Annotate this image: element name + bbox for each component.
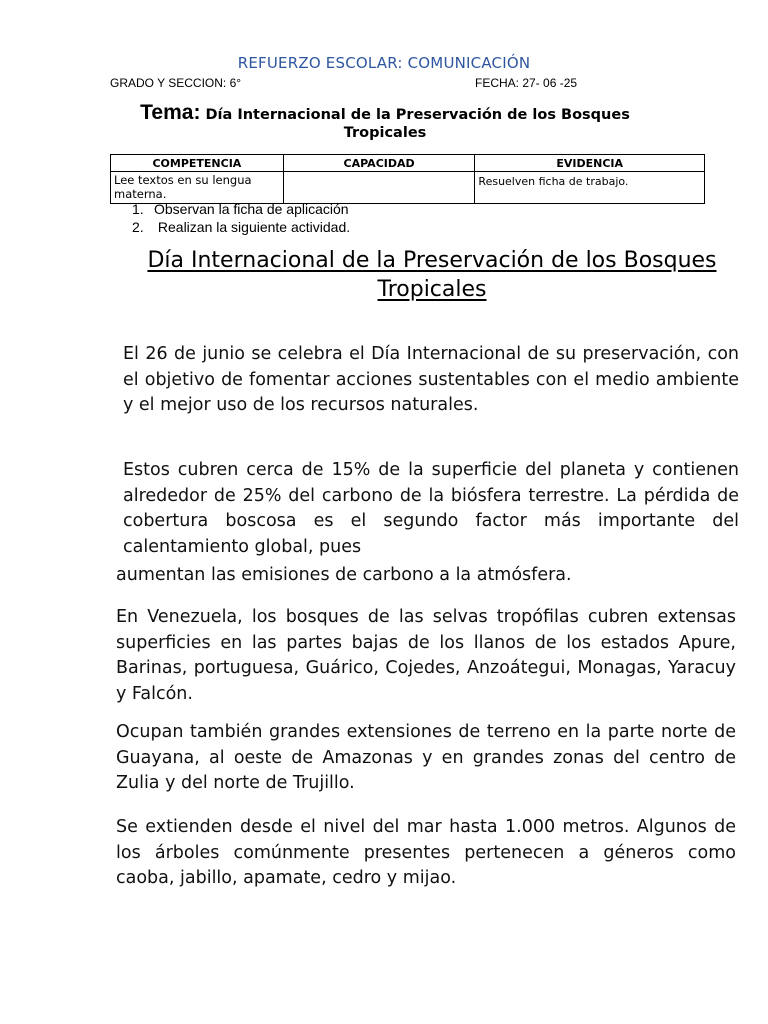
topic-heading [140, 101, 630, 142]
cell-competencia: Lee textos en su lengua materna. [111, 172, 284, 204]
topic-text-line1: Día Internacional de la Preservación de los Bosques [205, 107, 630, 123]
paragraph-altitude: Se extienden desde el nivel del mar hasta 1.000 metros. Algunos de los árboles comúnmente presentes pertenecen a géneros como caoba, jabillo, apamate, cedro y mijao. [116, 817, 736, 888]
article-title-line1: Día Internacional de la Preservación de los Bosques [147, 248, 717, 273]
step-number: 1. [132, 201, 144, 217]
topic-label: Tema: [140, 101, 201, 124]
header-capacidad: CAPACIDAD [283, 155, 475, 172]
cell-evidencia: Resuelven ficha de trabajo. [475, 172, 705, 204]
step-text: Realizan la siguiente actividad. [154, 219, 351, 235]
topic-text-line2: Tropicales [343, 125, 427, 141]
list-item [132, 218, 350, 236]
article-title-line2: Tropicales [377, 277, 487, 302]
paragraph-coverage-end: aumentan las emisiones de carbono a la atmósfera. [116, 565, 572, 585]
header-competencia: COMPETENCIA [111, 155, 284, 172]
article-title [112, 246, 752, 304]
step-text: Observan la ficha de aplicación [154, 201, 349, 217]
paragraph-intro: El 26 de junio se celebra el Día Internacional de su preservación, con el objetivo de fomentar acciones sustentables con el medio ambiente y el mejor uso de los recursos naturales. [123, 344, 739, 415]
date-label: FECHA: 27- 06 -25 [475, 76, 578, 90]
header-evidencia: EVIDENCIA [475, 155, 705, 172]
list-item [132, 200, 350, 218]
paragraph-extensions: Ocupan también grandes extensiones de terreno en la parte norte de Guayana, al oeste de Amazonas y en grandes zonas del centro de Zulia y del norte de Trujillo. [116, 722, 736, 793]
document-heading: REFUERZO ESCOLAR: COMUNICACIÓN [237, 54, 531, 72]
paragraph-venezuela: En Venezuela, los bosques de las selvas tropófilas cubren extensas superficies en las partes bajas de los llanos de los estados Apure, Barinas, portuguesa, Guárico, Cojedes, Anzoátegui, Monagas, Yaracuy y Falcón. [116, 607, 736, 704]
step-number: 2. [132, 219, 144, 235]
table-header-row [111, 155, 705, 172]
paragraph-coverage: Estos cubren cerca de 15% de la superficie del planeta y contienen alrededor de 25% del carbono de la biósfera terrestre. La pérdida de cobertura boscosa es el segundo factor más importante del calentamiento global, pues [123, 460, 739, 557]
table-row [111, 172, 705, 204]
competency-table [110, 154, 705, 204]
cell-capacidad [283, 172, 475, 204]
grade-section-label: GRADO Y SECCION: 6° [110, 76, 242, 90]
steps-list [132, 200, 350, 236]
